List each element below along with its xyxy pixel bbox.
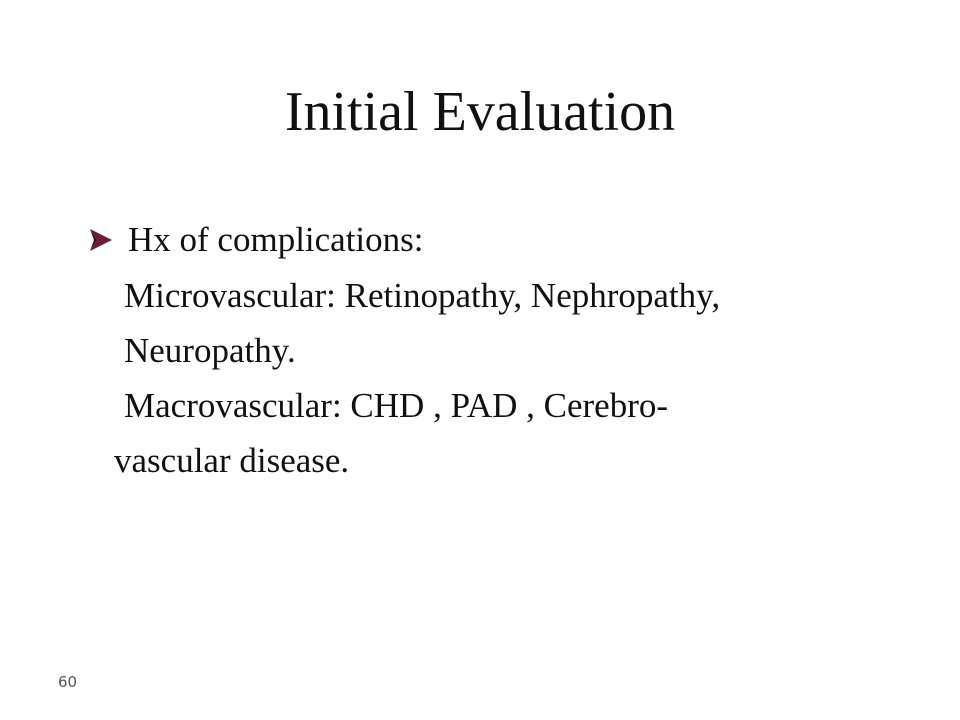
page-number: 60 [58, 673, 78, 691]
bullet-marker [88, 212, 114, 268]
slide-title: Initial Evaluation [284, 81, 676, 143]
content-line-vascular-disease: vascular disease. [114, 441, 350, 480]
content-line-microvascular: Microvascular: Retinopathy, Nephropathy, [124, 276, 721, 315]
content-line-neuropathy: Neuropathy. [124, 331, 296, 370]
bullet-heading: Hx of complications: [128, 220, 424, 259]
content-line-macrovascular: Macrovascular: CHD , PAD , Cerebro- [124, 386, 669, 425]
arrow-bullet-icon [88, 227, 114, 253]
